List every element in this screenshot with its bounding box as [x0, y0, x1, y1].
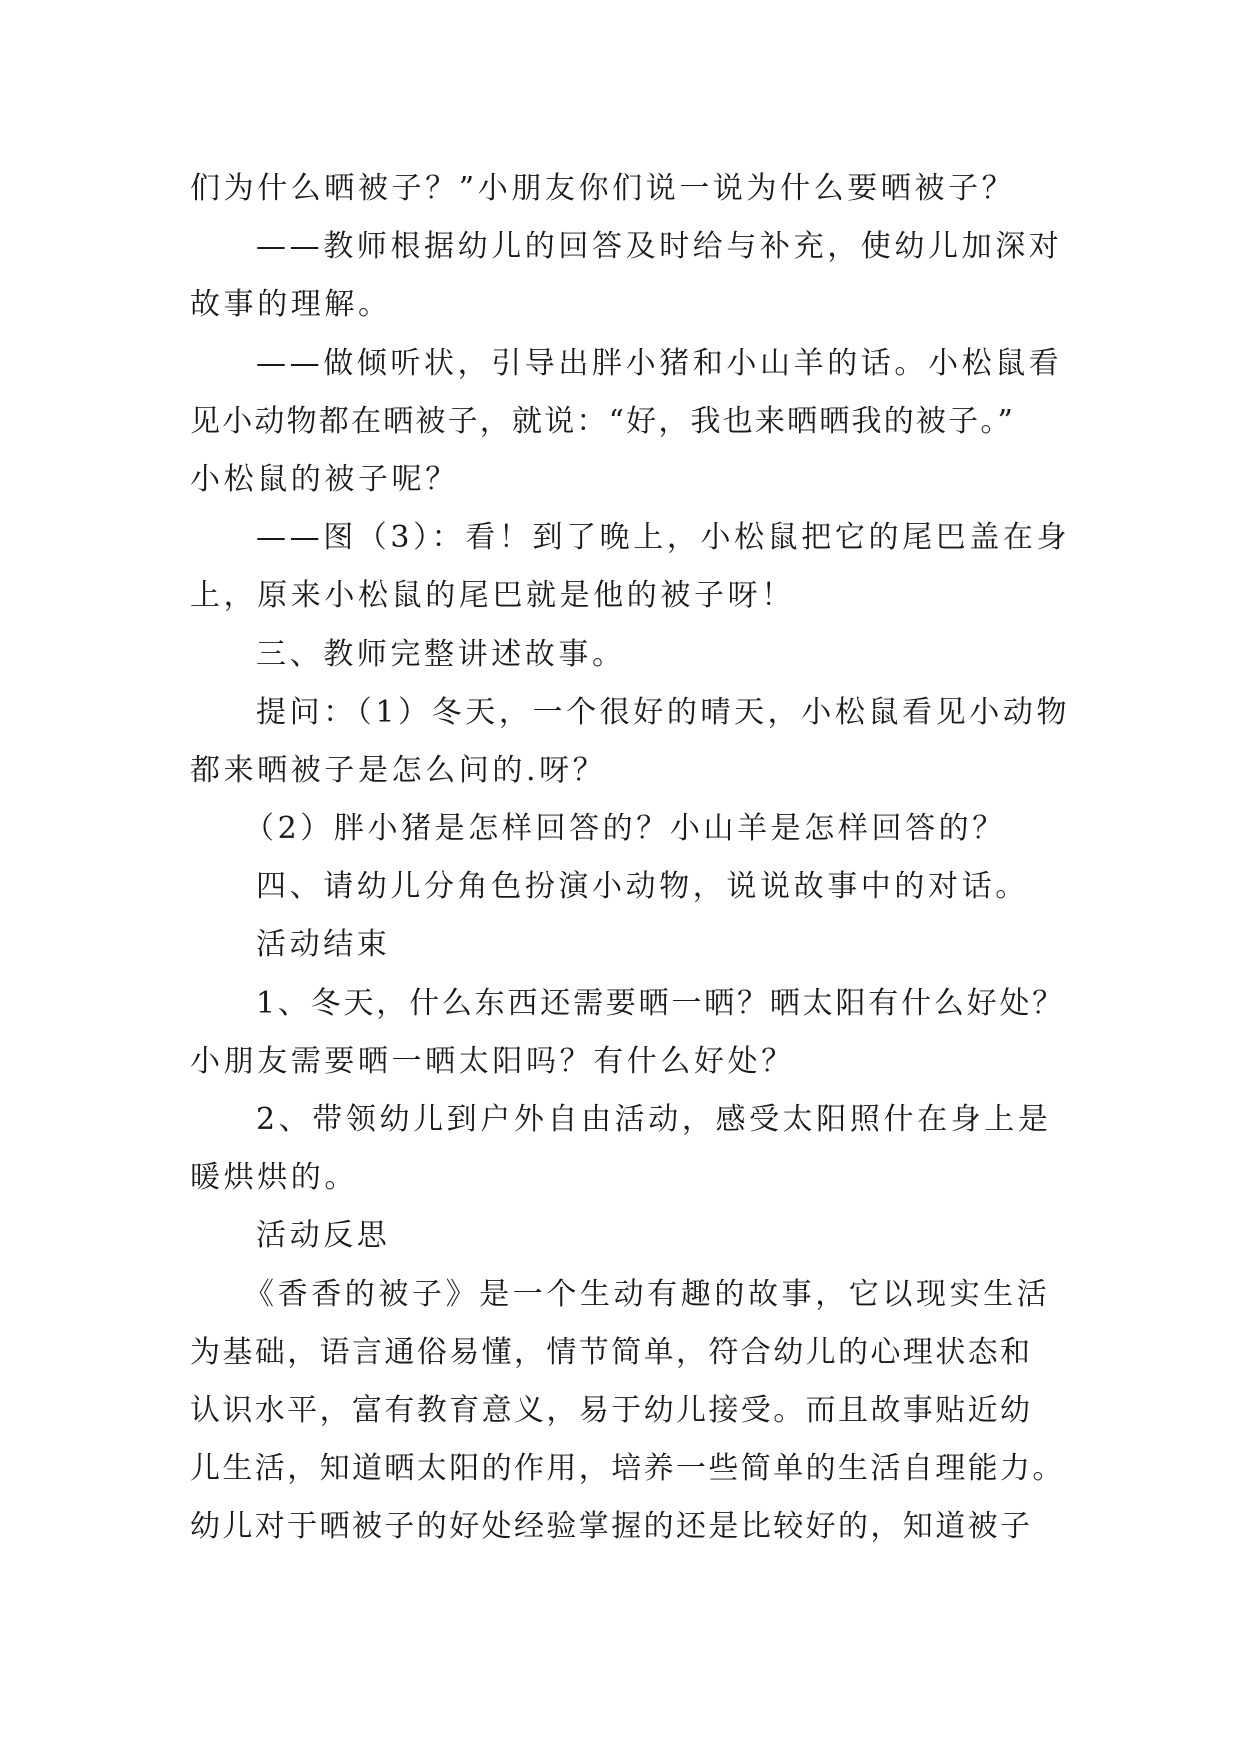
text-line: 儿生活，知道晒太阳的作用，培养一些简单的生活自理能力。 — [190, 1451, 1065, 1487]
text-line: 见小动物都在晒被子，就说：“好，我也来晒晒我的被子。” — [190, 403, 1016, 439]
text-line: 《香香的被子》是一个生动有趣的故事，它以现实生活 — [244, 1276, 1051, 1312]
text-line: 1、冬天，什么东西还需要晒一晒？晒太阳有什么好处？ — [256, 985, 1066, 1021]
section-heading: 活动反思 — [256, 1218, 391, 1254]
text-line: 为基础，语言通俗易懂，情节简单，符合幼儿的心理状态和 — [190, 1334, 1033, 1370]
text-line: 提问：（1）冬天，一个很好的晴天，小松鼠看见小动物 — [256, 694, 1071, 730]
text-line: ——做倾听状，引导出胖小猪和小山羊的话。小松鼠看 — [256, 345, 1063, 381]
text-line: 们为什么晒被子？”小朋友你们说一说为什么要晒被子？ — [190, 171, 1016, 206]
text-line: ——图（3）：看！到了晚上，小松鼠把它的尾巴盖在身 — [256, 520, 1071, 556]
section-heading: 四、请幼儿分角色扮演小动物，说说故事中的对话。 — [256, 869, 1029, 905]
text-line: 暖烘烘的。 — [190, 1160, 358, 1196]
document-body — [190, 160, 1071, 1557]
text-line: 都来晒被子是怎么问的.呀？ — [190, 752, 607, 788]
text-line: ——教师根据幼儿的回答及时给与补充，使幼儿加深对 — [256, 229, 1063, 265]
text-line: 小朋友需要晒一晒太阳吗？有什么好处？ — [190, 1043, 795, 1079]
text-line: 幼儿对于晒被子的好处经验掌握的还是比较好的，知道被子 — [190, 1509, 1033, 1545]
text-line: （2）胖小猪是怎样回答的？小山羊是怎样回答的？ — [244, 811, 1006, 847]
text-line: 小松鼠的被子呢？ — [190, 461, 459, 497]
text-line: 故事的理解。 — [190, 287, 392, 323]
text-line: 上，原来小松鼠的尾巴就是他的被子呀！ — [190, 578, 795, 614]
text-line: 认识水平，富有教育意义，易于幼儿接受。而且故事贴近幼 — [190, 1392, 1033, 1428]
text-line: 2、带领幼儿到户外自由活动，感受太阳照什在身上是 — [256, 1102, 1052, 1137]
section-heading: 活动结束 — [256, 927, 391, 963]
section-heading: 三、教师完整讲述故事。 — [256, 636, 626, 672]
